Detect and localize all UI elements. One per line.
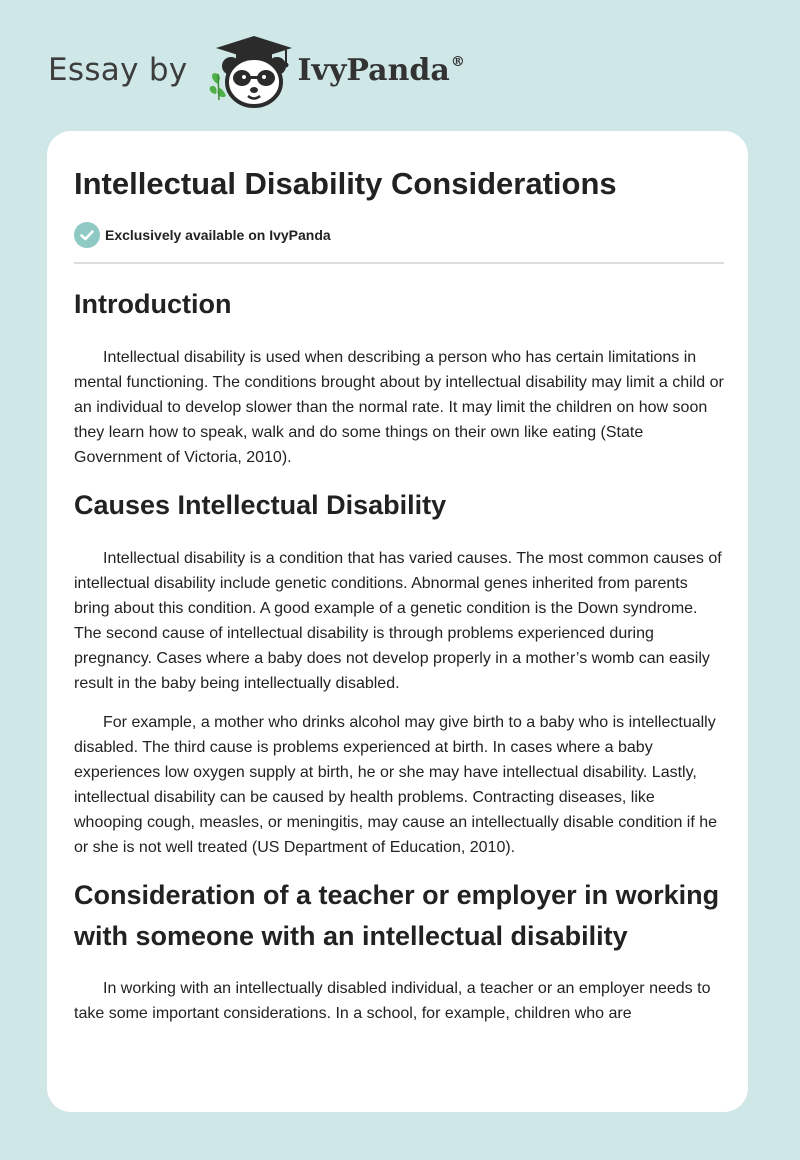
brand-name[interactable] [298, 53, 465, 88]
section-heading-introduction: Introduction [74, 289, 232, 319]
exclusive-badge [74, 221, 724, 249]
page-title: Intellectual Disability Considerations [74, 166, 617, 201]
essay-by-label: Essay by [48, 52, 188, 88]
exclusive-badge-label: Exclusively available on IvyPanda [105, 227, 331, 243]
paragraph: Intellectual disability is used when describing a person who has certain limitations in mental functioning. The conditions brought about by intellectual disability may limit a child or an individual to develop slower than the normal rate. It may limit the children on how soon they learn how to speak, walk and do some things on their own like eating (State Government of Victoria, 2010). [74, 349, 724, 466]
panda-graduate-logo-icon[interactable] [204, 30, 296, 110]
essay-content [74, 164, 724, 1026]
section-heading-consideration: Consideration of a teacher or employer in working with someone with an intellectual disability [74, 880, 720, 951]
paragraph: In working with an intellectually disabled individual, a teacher or an employer needs to take some important considerations. In a school, for example, children who are [74, 980, 711, 1022]
title-divider [74, 262, 724, 264]
essay-card [47, 131, 748, 1112]
paragraph: For example, a mother who drinks alcohol may give birth to a baby who is intellectually disabled. The third cause is problems experienced at birth. In cases where a baby experiences low oxygen supply at birth, he or she may have intellectual disability. Lastly, intellectual disability can be caused by health problems. Contracting diseases, like whooping cough, measles, or meningitis, may cause an intellectually disable condition if he or she is not well treated (US Department of Education, 2010). [74, 714, 718, 856]
site-header [48, 30, 465, 110]
section-heading-causes: Causes Intellectual Disability [74, 490, 447, 520]
registered-mark: ® [450, 53, 465, 70]
brand-label: IvyPanda [297, 52, 450, 88]
paragraph: Intellectual disability is a condition that has varied causes. The most common causes of intellectual disability include genetic conditions. Abnormal genes inherited from parents bring about this condition. A good example of a genetic condition is the Down syndrome. The second cause of intellectual disability is through problems experienced during pregnancy. Cases where a baby does not develop properly in a mother’s womb can easily result in the baby being intellectually disabled. [74, 550, 722, 692]
check-circle-icon [74, 222, 100, 248]
